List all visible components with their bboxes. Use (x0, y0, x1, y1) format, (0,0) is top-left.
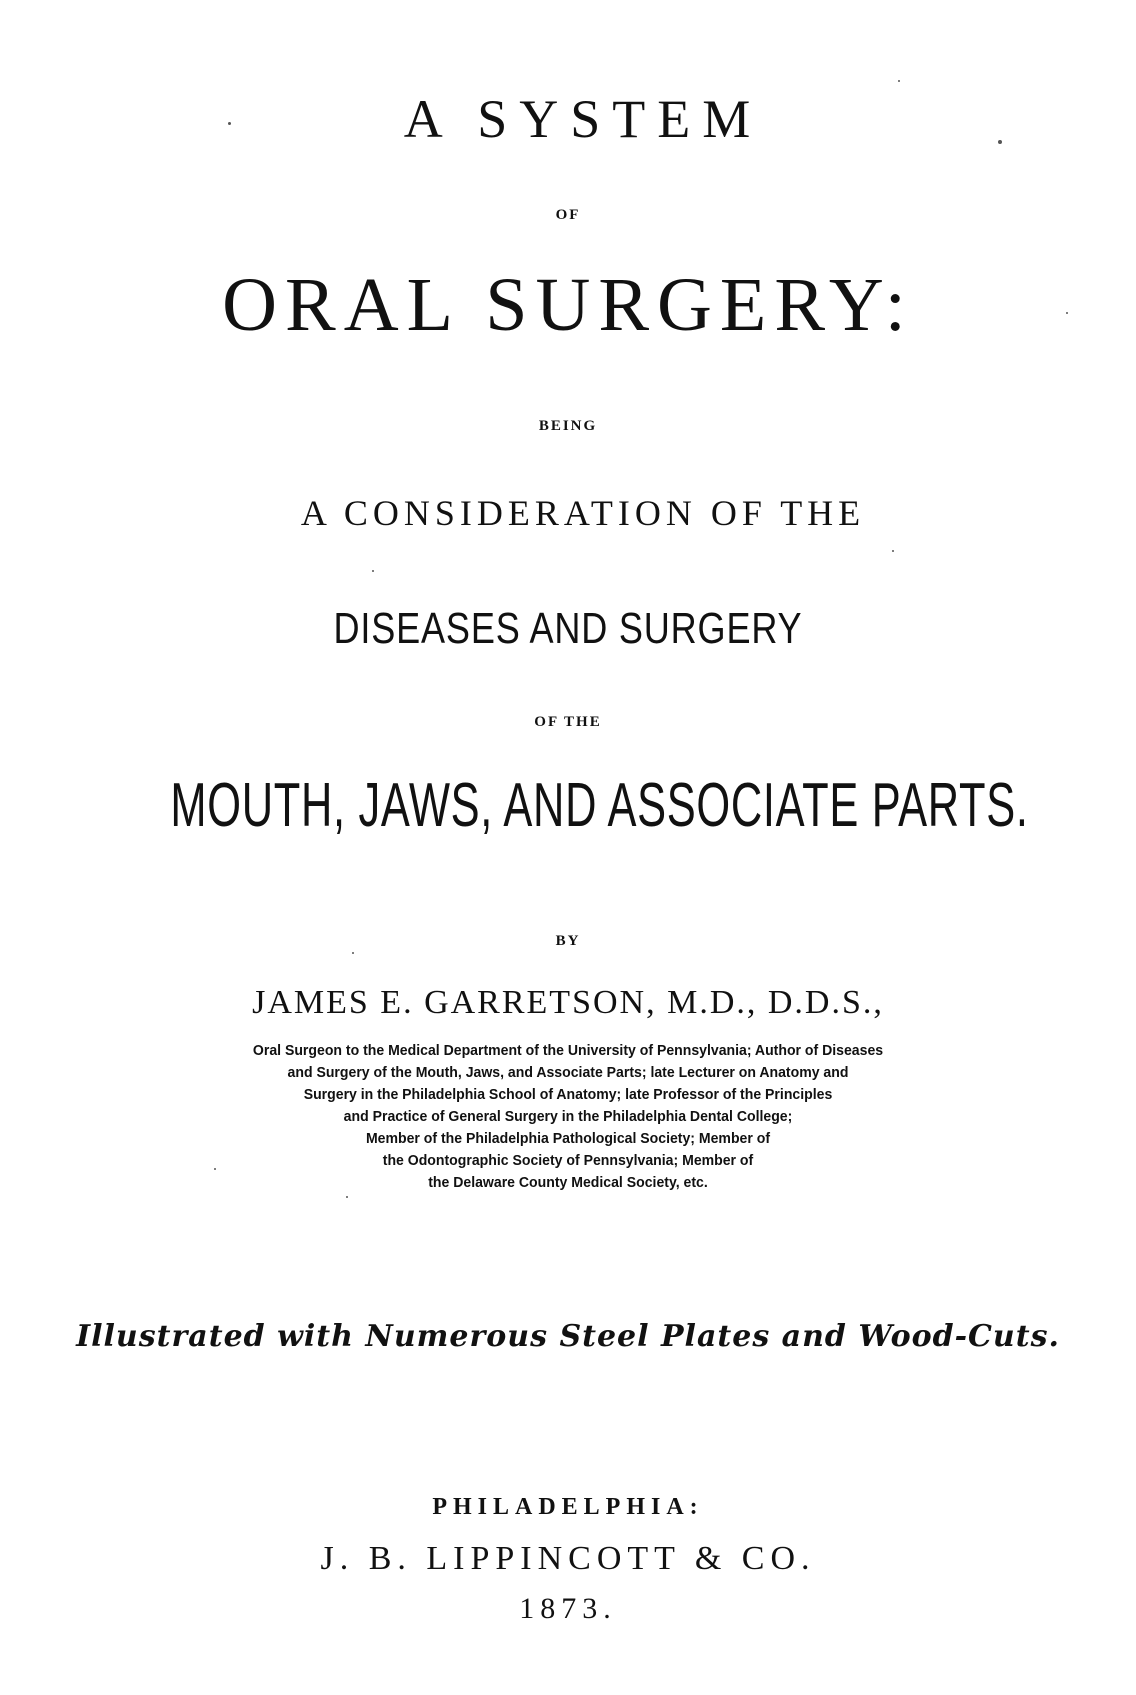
title-line-oral-surgery: ORAL SURGERY: (222, 263, 914, 347)
credentials-line: Surgery in the Philadelphia School of Anatomy; late Professor of the Principles (303, 1087, 833, 1103)
print-speck (892, 550, 894, 552)
subtitle-mouth-jaws: MOUTH, JAWS, AND ASSOCIATE PARTS. (170, 771, 1029, 840)
credentials-line: the Delaware County Medical Society, etc. (428, 1175, 708, 1191)
imprint-city: PHILADELPHIA: (432, 1494, 704, 1520)
connector-being: BEING (538, 418, 598, 434)
credentials-line: and Practice of General Surgery in the Philadelphia Dental College; (343, 1109, 793, 1125)
print-speck (372, 570, 374, 572)
connector-of-the: OF THE (534, 714, 602, 730)
connector-by: BY (555, 933, 581, 949)
print-speck (346, 1196, 348, 1198)
imprint-publisher: J. B. LIPPINCOTT & CO. (320, 1540, 816, 1577)
title-line-a-system: A SYSTEM (403, 89, 763, 149)
author-credentials (17, 1040, 1119, 1194)
print-speck (898, 80, 900, 82)
print-speck (998, 140, 1002, 144)
print-speck (228, 122, 231, 125)
subtitle-consideration: A CONSIDERATION OF THE (300, 493, 866, 533)
connector-of: OF (555, 207, 581, 223)
credentials-line: Member of the Philadelphia Pathological Society; Member of (365, 1131, 771, 1147)
credentials-line: Oral Surgeon to the Medical Department of the University of Pennsylvania; Author of Diseases (252, 1043, 884, 1059)
print-speck (214, 1168, 216, 1170)
author-name: JAMES E. GARRETSON, M.D., D.D.S., (252, 984, 884, 1021)
credentials-line: and Surgery of the Mouth, Jaws, and Associate Parts; late Lecturer on Anatomy and (287, 1065, 849, 1081)
print-speck (1066, 312, 1068, 314)
subtitle-diseases-and-surgery: DISEASES AND SURGERY (333, 604, 803, 653)
print-speck (352, 952, 354, 954)
credentials-line: the Odontographic Society of Pennsylvania; Member of (382, 1153, 754, 1169)
imprint-year: 1873. (519, 1592, 617, 1625)
illustration-note: Illustrated with Numerous Steel Plates and Wood-Cuts. (76, 1319, 1060, 1354)
